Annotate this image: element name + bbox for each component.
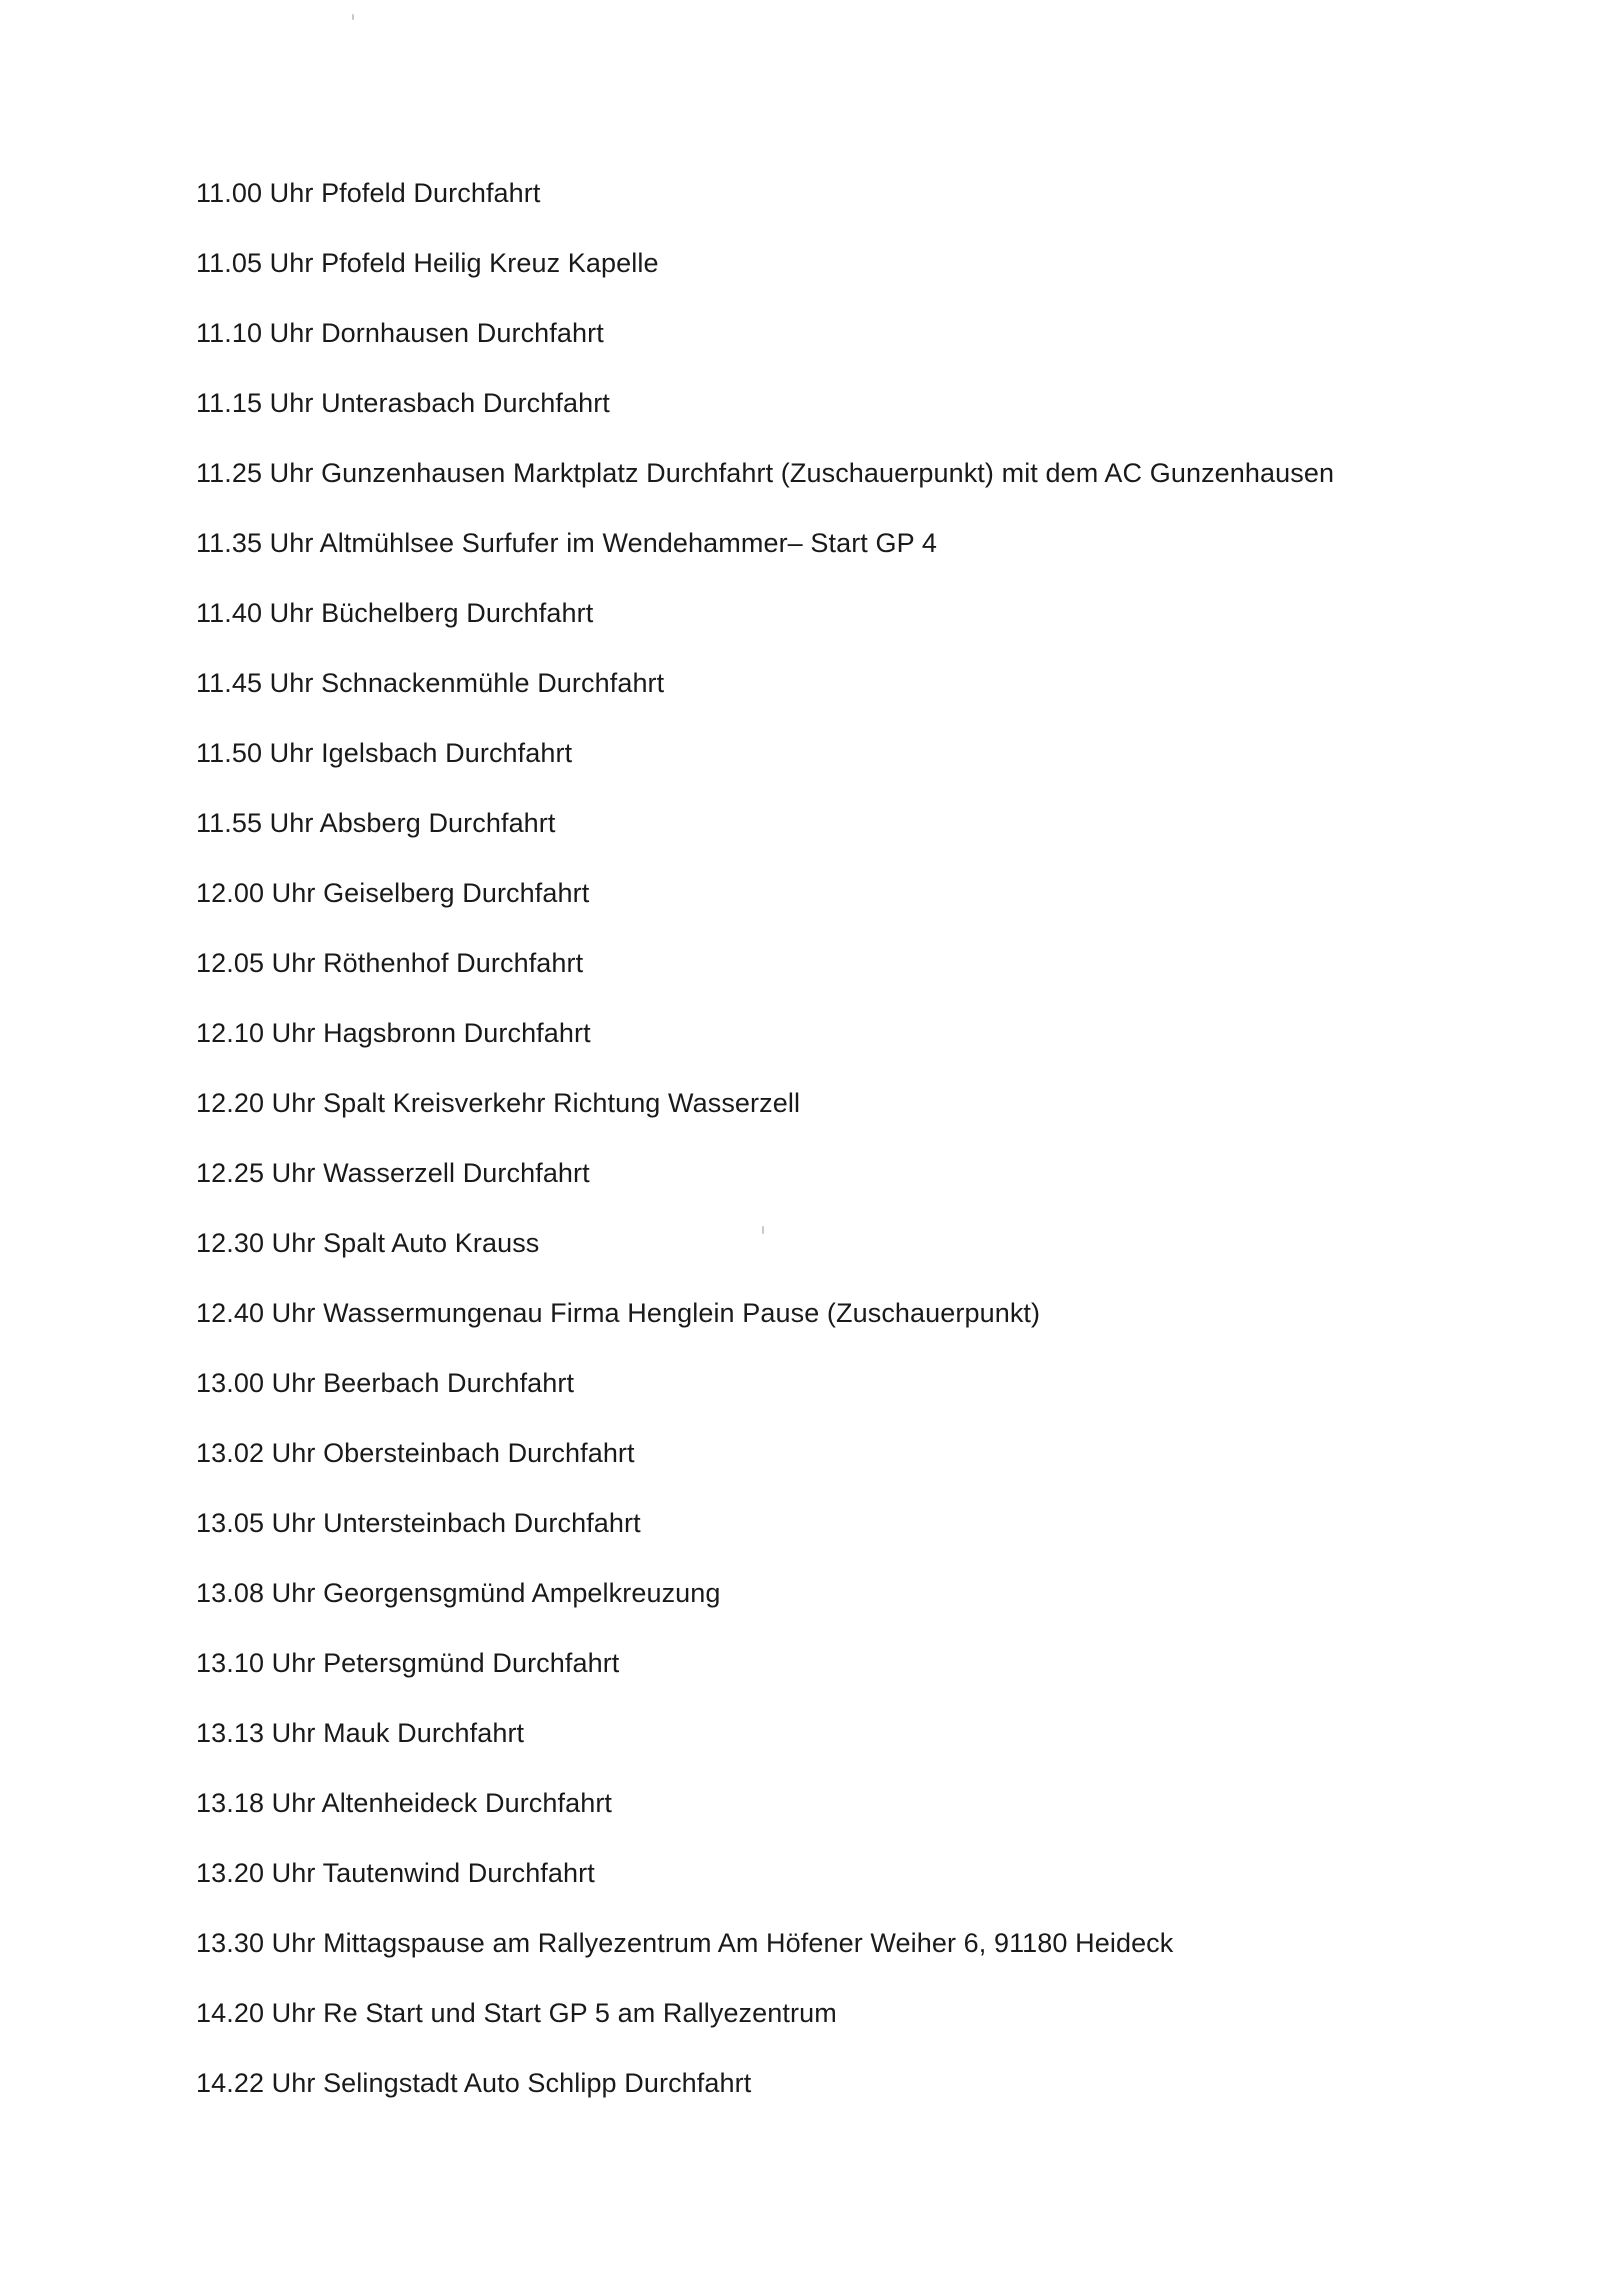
schedule-entry: 12.05 Uhr Röthenhof Durchfahrt: [196, 948, 584, 978]
schedule-entry: 11.35 Uhr Altmühlsee Surfufer im Wendehammer– Start GP 4: [196, 528, 937, 558]
schedule-entry: 13.00 Uhr Beerbach Durchfahrt: [196, 1368, 575, 1398]
schedule-entry: 11.45 Uhr Schnackenmühle Durchfahrt: [196, 668, 665, 698]
schedule-entry: 11.15 Uhr Unterasbach Durchfahrt: [196, 388, 610, 418]
schedule-entry: 11.50 Uhr Igelsbach Durchfahrt: [196, 738, 573, 768]
schedule-entry: 13.30 Uhr Mittagspause am Rallyezentrum Am Höfener Weiher 6, 91180 Heideck: [196, 1928, 1174, 1958]
schedule-entry: 11.25 Uhr Gunzenhausen Marktplatz Durchfahrt (Zuschauerpunkt) mit dem AC Gunzenhausen: [196, 458, 1335, 488]
schedule-list: [196, 172, 1536, 2132]
schedule-entry: 12.20 Uhr Spalt Kreisverkehr Richtung Wasserzell: [196, 1088, 801, 1118]
schedule-entry: 13.13 Uhr Mauk Durchfahrt: [196, 1718, 525, 1748]
schedule-entry: 12.40 Uhr Wassermungenau Firma Henglein Pause (Zuschauerpunkt): [196, 1298, 1041, 1328]
schedule-entry: 13.10 Uhr Petersgmünd Durchfahrt: [196, 1648, 620, 1678]
schedule-entry: 13.18 Uhr Altenheideck Durchfahrt: [196, 1788, 613, 1818]
schedule-entry: 11.10 Uhr Dornhausen Durchfahrt: [196, 318, 604, 348]
schedule-entry: 11.40 Uhr Büchelberg Durchfahrt: [196, 598, 594, 628]
schedule-entry: 13.08 Uhr Georgensgmünd Ampelkreuzung: [196, 1578, 721, 1608]
schedule-entry: 12.10 Uhr Hagsbronn Durchfahrt: [196, 1018, 591, 1048]
schedule-entry: 13.20 Uhr Tautenwind Durchfahrt: [196, 1858, 595, 1888]
schedule-entry: 12.25 Uhr Wasserzell Durchfahrt: [196, 1158, 590, 1188]
schedule-entry: 13.02 Uhr Obersteinbach Durchfahrt: [196, 1438, 635, 1468]
schedule-entry: 11.55 Uhr Absberg Durchfahrt: [196, 808, 556, 838]
schedule-entry: 13.05 Uhr Untersteinbach Durchfahrt: [196, 1508, 641, 1538]
schedule-entry: 12.00 Uhr Geiselberg Durchfahrt: [196, 878, 590, 908]
schedule-entry: 11.05 Uhr Pfofeld Heilig Kreuz Kapelle: [196, 248, 659, 278]
schedule-entry: 12.30 Uhr Spalt Auto Krauss: [196, 1228, 540, 1258]
scan-speck: [352, 14, 354, 20]
schedule-entry: 11.00 Uhr Pfofeld Durchfahrt: [196, 178, 541, 208]
schedule-entry: 14.20 Uhr Re Start und Start GP 5 am Rallyezentrum: [196, 1998, 837, 2028]
schedule-entry: 14.22 Uhr Selingstadt Auto Schlipp Durchfahrt: [196, 2068, 752, 2098]
